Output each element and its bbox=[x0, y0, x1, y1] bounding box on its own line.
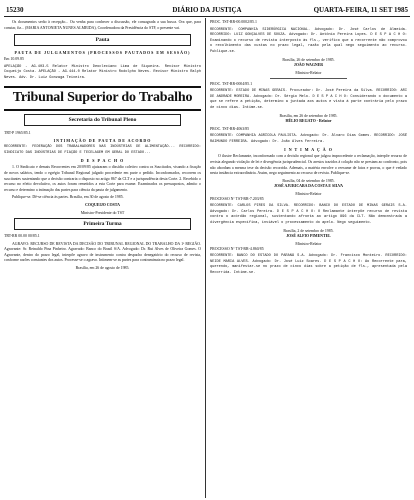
proc3-signature: JOSÉ ALFIO PIMENTEL bbox=[286, 233, 331, 238]
pauta-date: Em 10.09.85 bbox=[4, 57, 24, 62]
turma-ref: TRT-RR 00.00 00/85.1 bbox=[4, 233, 40, 238]
top-signature: JOÃO WAGNER bbox=[293, 62, 324, 67]
proc4-body: RECORRENTE: BANCO DO ESTADO DO PARANÁ S.A. Advogado: Dr. Francisco Monteiro. RECORRIDO: NEIDE MARIA ALVES. Advogado: Dr. José Luiz Soares. D E S P A C H O: Ao Recorrente para, querendo, manifestar-se no prazo de cinco dias sobre a petição de fls., apresentada pela Recorrida. Intime-se. bbox=[210, 254, 407, 276]
top-ref: PROC. TST-RR-00.0002/85.1 bbox=[210, 20, 257, 24]
proc2-signature: JOSÉ AJURICABA DA COSTA E SILVA bbox=[273, 183, 343, 188]
process-ref: TRT-P 1965/85.1 bbox=[4, 130, 31, 135]
signature-name: COQUEIJO COSTA bbox=[85, 202, 120, 207]
secretaria-title: Secretaria do Tribunal Pleno bbox=[24, 114, 181, 126]
proc2-text: O ilustre Reclamante, inconformado com a decisão regional que julgou improcedente a reclamação, interpõe recurso de revista alegando violação de lei e divergência jurisprudencial. Os arestos trazidos à colação não se prestam ao confronto, pois não abordam a mesma tese da decisão recorrida. Ademais, a matéria envolve o reexame de fatos e provas, o que é vedado nesta instância extraordinária. Assim, nego seguimento ao recurso de revista. Publique-se. bbox=[210, 154, 407, 176]
mid-body: RECORRENTE: ESTADO DE MINAS GERAIS. Procurador: Dr. José Pereira da Silva. RECORRIDO: ARI DE ANDRADE MOREIRA. Advogado: Dr. Sérgio Melo. D E S P A C H O: Considerando o documento a que se refere a petição, determino a juntada aos autos e vista à parte contrária pelo prazo de cinco dias. Intime-se. bbox=[210, 89, 407, 110]
despacho-label: D E S P A C H O bbox=[80, 158, 125, 164]
proc3-body: RECORRENTE: CARLOS PIRES DA SILVA. RECORRIDO: BANCO DO ESTADO DE MINAS GERAIS S.A. Advogado: Dr. Carlos Pereira. D E S P A C H O: O Reclamante interpõe recurso de revista contra o acórdão regional, sustentando afronta ao artigo 896 da CLT. Não demonstrada a divergência específica, inviável o processamento do apelo. Nego seguimento. bbox=[210, 204, 407, 226]
proc3-date: Brasília, 2 de setembro de 1985. bbox=[283, 228, 334, 233]
proc2-role: Ministro-Relator bbox=[295, 191, 322, 196]
intro-paragraph: Os documentos serão à recepção... Ou venha para conhecer a discussão, ele consagrada a sua busca. Ora que, para constar, fiz... (MARIA ANTONIETA NUNES ALMEIDA), Coordenadora da Presidência do STF, o presente vai. bbox=[4, 20, 201, 30]
column-divider bbox=[205, 18, 206, 498]
proc3-role: Ministro-Relator bbox=[295, 241, 322, 246]
tst-title: Tribunal Superior do Trabalho bbox=[4, 86, 201, 111]
section-turma: Primeira Turma bbox=[14, 218, 191, 230]
top-body: RECORRENTE: COMPANHIA SIDERÚRGICA NACIONAL. Advogado: Dr. José Carlos de Almeida. RECORRIDO: LUIZ GONÇALVES DE SOUZA. Advogado: Dr. Antônio Pereira Lopes. D E S P A C H O: Examinando o recurso de revista interposto às fls., verifico que a recorrente não comprovou o recolhimento das custas no prazo legal, razão pela qual nego seguimento ao recurso. Publique-se. bbox=[210, 27, 407, 54]
right-column bbox=[210, 20, 407, 498]
proc2-parties: RECORRENTE: COMPANHIA AGRÍCOLA PAULISTA. Advogado: Dr. Álvaro Dias Gomes. RECORRIDO: JOSÉ RAIMUNDO FERREIRA. Advogado: Dr. João Alves Ferreira. bbox=[210, 134, 407, 144]
mid-date: Brasília, em 26 de setembro de 1985. bbox=[279, 113, 338, 118]
pauta-items: APELAÇÃO - AG.403-5 Relator Ministro Deocleciano Lima de Siqueira. Revisor Ministro Coqueijo Costa. APELAÇÃO - AG.444-0 Relator Ministro Rodolpho Neves. Revisor Ministro Ralph Neves. Adv. Dr. Luiz Gonzaga Teixeira. bbox=[4, 64, 201, 80]
top-date: Brasília, 26 de setembro de 1985. bbox=[282, 57, 335, 62]
turma-body: AGRAVO: RECURSO DE REVISTA DA DECISÃO DO TRIBUNAL REGIONAL DO TRABALHO DA 1ª REGIÃO. Agravante: Sr. Reinaldo Pina Pinheiro. Agravado: Banco do Brasil S/A. Advogado: Dr. Rui Alves de Oliveira Gomes. O Agravante, dentro do prazo legal, interpõe agravo de instrumento contra despacho denegatório do recurso de revista, conforme razões constantes dos autos. Processe-se o agravo. Intimem-se as partes para contraminuta no prazo legal. bbox=[4, 241, 201, 263]
turma-date: Brasília, em 26 de agosto de 1985. bbox=[75, 265, 130, 270]
journal-page bbox=[4, 0, 410, 500]
mid-signature: HÉLIO REGATO - Relator bbox=[285, 118, 332, 123]
page-number: 15230 bbox=[6, 6, 24, 14]
proc2-ref: PROC. TST-RR-4063/85 bbox=[210, 126, 250, 131]
proc3-ref: PROCESSO Nº TST-RR-7.203/85 bbox=[210, 196, 264, 201]
publication-title: DIÁRIO DA JUSTIÇA bbox=[172, 6, 242, 14]
despacho-closing: Publique-se. Dê-se ciência às partes. Brasília, em 30 de agosto de 1985. bbox=[12, 195, 124, 200]
page-header bbox=[4, 4, 410, 17]
despacho-body: 1. O Sindicato e demais Recorrentes em 20/09/85 ajuizaram o dissídio coletivo contra os Suscitados, visando a fixação de novos salários, tendo o egrégio Tribunal Regional julgado procedente em parte o pedido. Inconformados, recorrem os suscitantes sustentando que a decisão contraria o disposto no artigo 867 da CLT e a jurisprudência desta Corte. 2. Recebido o recurso no efeito devolutivo, os autos foram remetidos a esta Corte para exame. Examinados os pressupostos, admito o recurso e determino a intimação das partes para ciência da pauta de julgamento. bbox=[4, 165, 201, 192]
issue-date: QUARTA-FEIRA, 11 SET 1985 bbox=[313, 6, 408, 14]
pauta-title: PAUTA DE JULGAMENTOS (PROCESSOS PAUTADOS EM SESSÃO) bbox=[14, 50, 191, 56]
top-role: Ministro-Relator bbox=[295, 70, 322, 75]
intimacao-title: INTIMAÇÃO DE PAUTA DE ACORDO bbox=[53, 138, 152, 144]
separator-rule bbox=[270, 78, 347, 79]
mid-ref: PROC. TST-RR-0004/85.1 bbox=[210, 81, 253, 86]
section-pauta: Pauta bbox=[14, 34, 191, 46]
parties-block: RECORRENTE: FEDERAÇÃO DOS TRABALHADORES NAS INDÚSTRIAS DE ALIMENTAÇÃO... RECORRIDO: SINDICATO DAS INDÚSTRIAS DE FIAÇÃO E TECELAGEM EM GERAL DO ESTADO... bbox=[4, 145, 201, 155]
signature-role: Ministro-Presidente do TST bbox=[80, 210, 125, 215]
left-column bbox=[4, 20, 201, 498]
proc4-ref: PROCESSO Nº TST-RR-4.860/85 bbox=[210, 246, 264, 251]
proc2-date: Brasília, 04 de setembro de 1985. bbox=[282, 178, 335, 183]
intimacao-label: I N T I M A Ç Ã O bbox=[284, 147, 333, 153]
